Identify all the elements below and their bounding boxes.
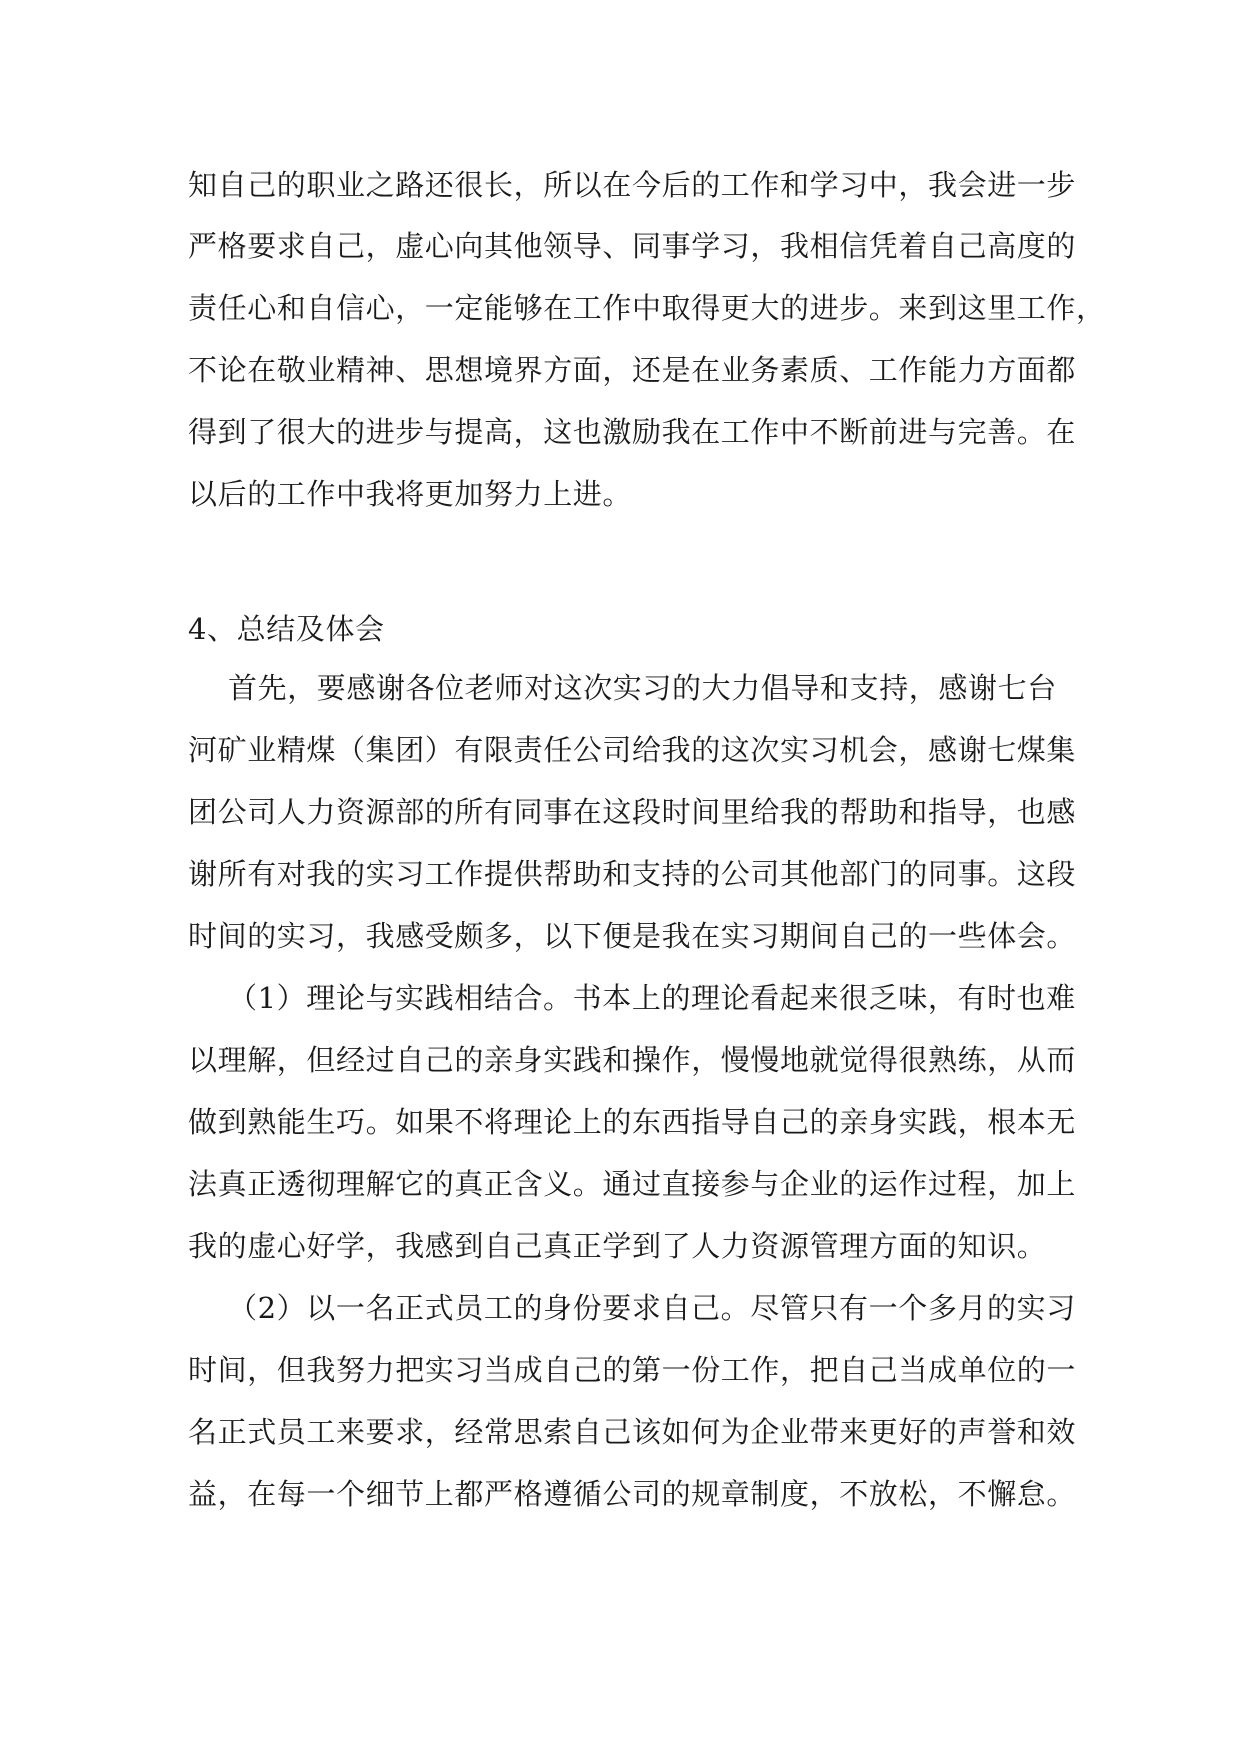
paragraph-line: 做到熟能生巧。如果不将理论上的东西指导自己的亲身实践，根本无 bbox=[188, 1105, 1077, 1139]
paragraph-line: 责任心和自信心，一定能够在工作中取得更大的进步。来到这里工作， bbox=[188, 291, 1106, 325]
paragraph-line: 不论在敬业精神、思想境界方面，还是在业务素质、工作能力方面都 bbox=[188, 353, 1077, 387]
paragraph-line: 以后的工作中我将更加努力上进。 bbox=[188, 477, 633, 511]
paragraph-line: 知自己的职业之路还很长，所以在今后的工作和学习中，我会进一步 bbox=[188, 168, 1077, 202]
paragraph-line: 益，在每一个细节上都严格遵循公司的规章制度，不放松，不懈怠。 bbox=[188, 1477, 1077, 1511]
paragraph-line: 法真正透彻理解它的真正含义。通过直接参与企业的运作过程，加上 bbox=[188, 1167, 1077, 1201]
paragraph-line: 以理解，但经过自己的亲身实践和操作，慢慢地就觉得很熟练，从而 bbox=[188, 1043, 1077, 1077]
paragraph-line: 谢所有对我的实习工作提供帮助和支持的公司其他部门的同事。这段 bbox=[188, 857, 1077, 891]
paragraph-line: 我的虚心好学，我感到自己真正学到了人力资源管理方面的知识。 bbox=[188, 1229, 1047, 1263]
paragraph-line: 得到了很大的进步与提高，这也激励我在工作中不断前进与完善。在 bbox=[188, 415, 1077, 449]
paragraph-line: （1）理论与实践相结合。书本上的理论看起来很乏味，有时也难 bbox=[228, 981, 1076, 1015]
paragraph-line: 名正式员工来要求，经常思索自己该如何为企业带来更好的声誉和效 bbox=[188, 1415, 1077, 1449]
paragraph-line: 严格要求自己，虚心向其他领导、同事学习，我相信凭着自己高度的 bbox=[188, 229, 1077, 263]
paragraph-line: 时间的实习，我感受颇多，以下便是我在实习期间自己的一些体会。 bbox=[188, 919, 1077, 953]
paragraph-line: 时间，但我努力把实习当成自己的第一份工作，把自己当成单位的一 bbox=[188, 1353, 1077, 1387]
paragraph-line: 河矿业精煤（集团）有限责任公司给我的这次实习机会，感谢七煤集 bbox=[188, 733, 1077, 767]
paragraph-line: 团公司人力资源部的所有同事在这段时间里给我的帮助和指导，也感 bbox=[188, 795, 1077, 829]
section-heading: 4、总结及体会 bbox=[188, 612, 385, 646]
paragraph-line: （2）以一名正式员工的身份要求自己。尽管只有一个多月的实习 bbox=[228, 1291, 1076, 1325]
paragraph-line: 首先，要感谢各位老师对这次实习的大力倡导和支持，感谢七台 bbox=[228, 671, 1057, 705]
